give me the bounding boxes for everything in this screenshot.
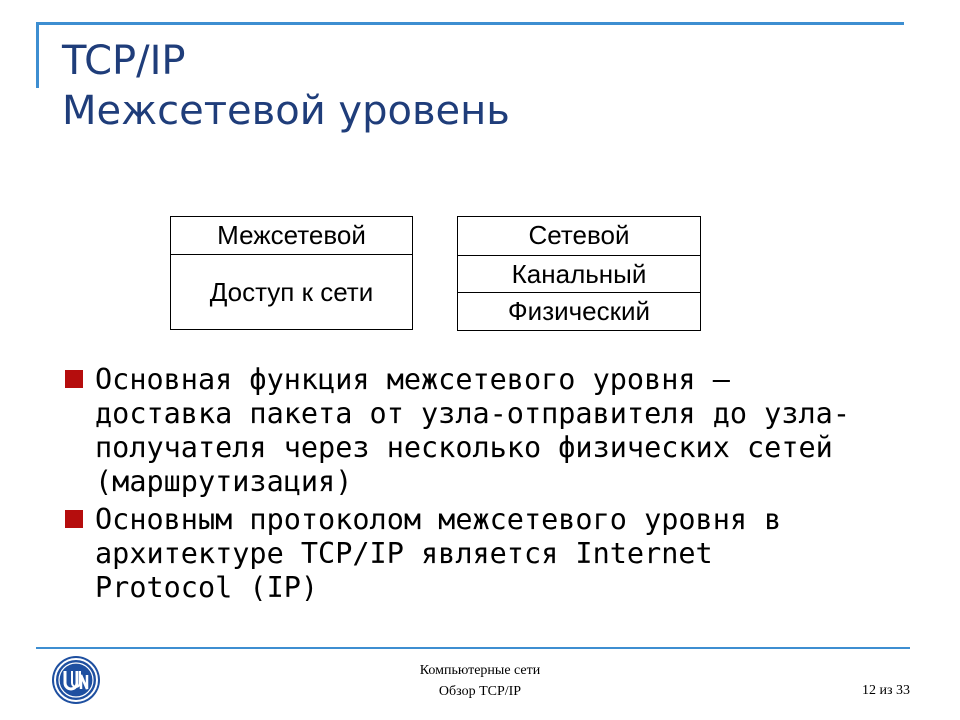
osi-layer-stack xyxy=(457,216,701,331)
slide-title xyxy=(62,36,510,136)
footer-accent-line xyxy=(36,647,910,649)
page-number: 12 из 33 xyxy=(861,683,910,698)
layer-network: Сетевой xyxy=(528,220,630,251)
bullet-list xyxy=(62,363,862,609)
tcp-ip-layer-stack xyxy=(170,216,413,330)
layer-network-access: Доступ к сети xyxy=(171,254,412,329)
bullet-text: Основная функция межсетевого уровня – доставка пакета от узла-отправителя до узла-получателя через несколько физических сетей (маршрутизация) xyxy=(95,363,850,498)
list-item xyxy=(62,363,862,499)
top-accent-line xyxy=(36,22,904,25)
list-item xyxy=(62,503,862,605)
layer-physical: Физический xyxy=(458,292,700,330)
title-line-2: Межсетевой уровень xyxy=(62,88,510,134)
layer-data-link: Канальный xyxy=(458,255,700,293)
left-accent-line xyxy=(36,22,39,88)
footer-course: Компьютерные сети xyxy=(419,663,541,678)
bullet-text: Основным протоколом межсетевого уровня в архитектуре TCP/IP является Internet Protocol (IP) xyxy=(95,503,782,604)
bullet-square-icon xyxy=(65,510,83,528)
title-line-1: TCP/IP xyxy=(62,38,186,84)
layer-internet: Межсетевой xyxy=(217,220,366,250)
footer-topic: Обзор TCP/IP xyxy=(438,684,522,699)
bullet-square-icon xyxy=(65,370,83,388)
